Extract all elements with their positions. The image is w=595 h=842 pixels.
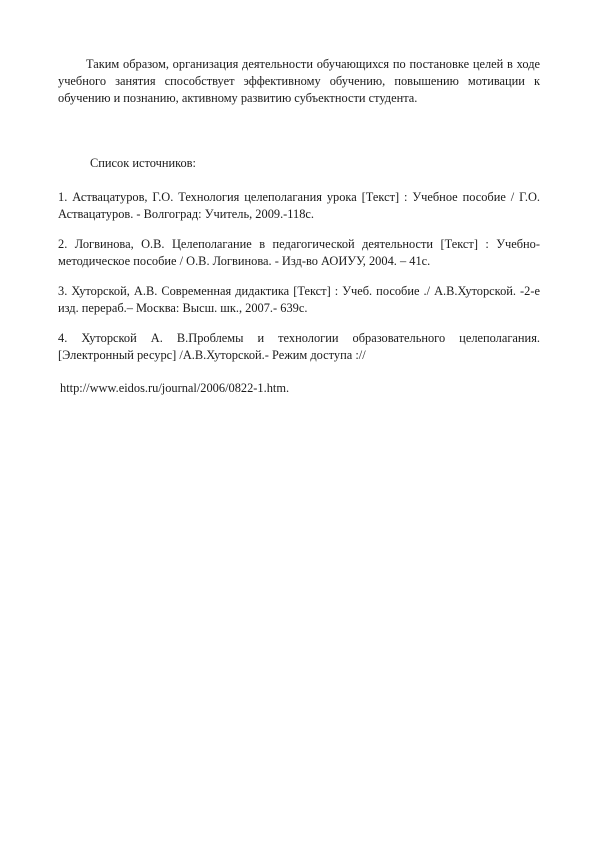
sources-heading: Список источников: [90, 156, 196, 170]
reference-item-1: 1. Аствацатуров, Г.О. Технология целеполагания урока [Текст] : Учебное пособие / Г.О. Аствацатуров. - Волгоград: Учитель, 2009.-118с. [58, 190, 540, 222]
reference-item-2: 2. Логвинова, О.В. Целеполагание в педагогической деятельности [Текст] : Учебно-методическое пособие / О.В. Логвинова. - Изд-во АОИУУ, 2004. – 41с. [58, 237, 540, 269]
conclusion-paragraph: Таким образом, организация деятельности обучающихся по постановке целей в ходе учебного занятия способствует эффективному обучению, повышению мотивации к обучению и познанию, активному развитию субъектности студента. [58, 57, 540, 106]
reference-url[interactable]: http://www.eidos.ru/journal/2006/0822-1.htm. [60, 381, 290, 395]
reference-item-4: 4. Хуторской А. В.Проблемы и технологии образовательного целеполагания. [Электронный ресурс] /А.В.Хуторской.- Режим доступа :// [58, 331, 540, 363]
reference-item-3: 3. Хуторской, А.В. Современная дидактика [Текст] : Учеб. пособие ./ А.В.Хуторской. -2-е изд. перераб.– Москва: Высш. шк., 2007.- 639с. [58, 284, 540, 316]
